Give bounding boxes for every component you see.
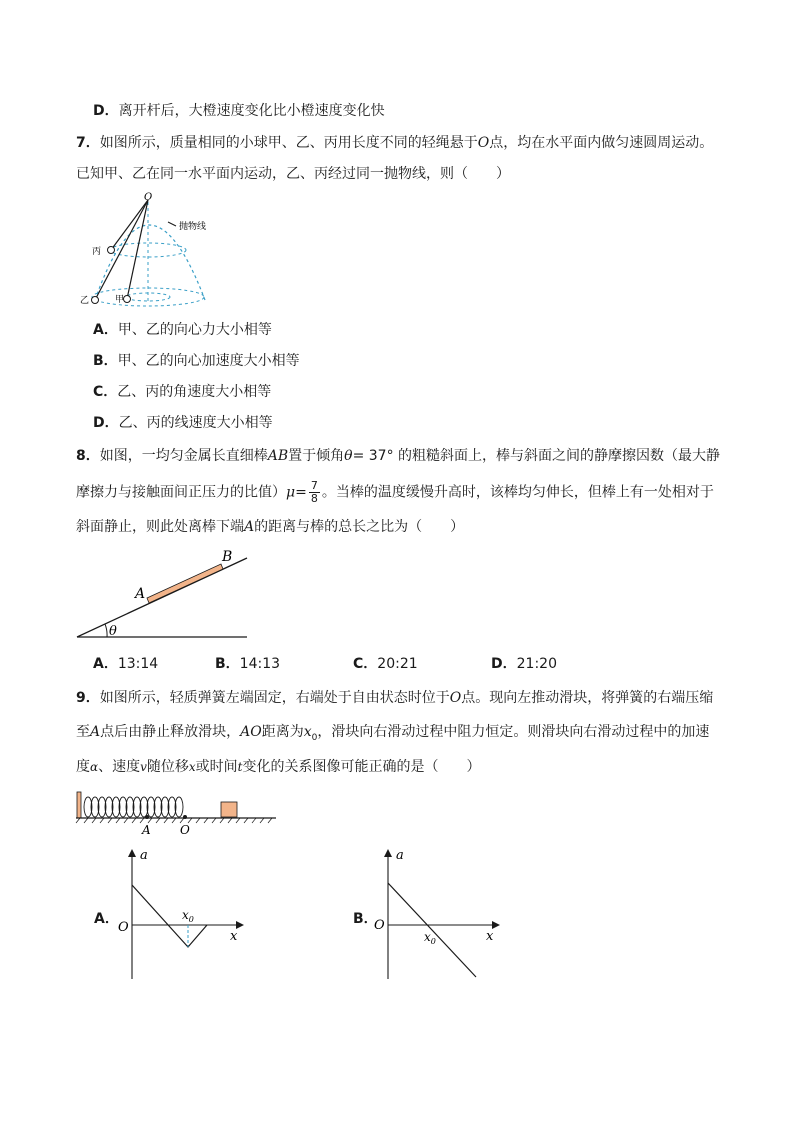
q9-x: x	[188, 760, 196, 774]
option-text: 乙、丙的线速度大小相等	[118, 415, 273, 431]
metal-rod	[147, 564, 223, 603]
q9-text: 变化的关系图像可能正确的是（ ）	[242, 759, 481, 775]
q8-theta: θ	[344, 448, 353, 464]
label-bing: 丙	[92, 247, 102, 257]
label-x-axis: x	[486, 929, 494, 944]
option-letter: D．	[93, 103, 119, 119]
ball-jia	[124, 296, 131, 303]
q7-option-b	[93, 351, 300, 371]
q8-option-a	[93, 654, 158, 674]
q9-x0: x	[303, 724, 312, 740]
label-a: A	[142, 823, 151, 836]
label-jia: 甲	[115, 295, 125, 305]
q9-stem-line1	[76, 688, 713, 708]
q9-text: 、速度	[98, 759, 141, 775]
q9-segment-ao: AO	[240, 724, 262, 740]
label-x0: $x_0$	[182, 908, 194, 924]
q8-option-c	[353, 654, 418, 674]
option-letter: A．	[93, 656, 118, 672]
label-x-axis: x	[230, 929, 238, 944]
q8-text: 如图，一均匀金属长直细棒	[99, 448, 268, 464]
graph-line	[132, 885, 207, 947]
q8-text: 的距离与棒的总长之比为（ ）	[254, 519, 465, 535]
spring-coils	[84, 797, 183, 817]
ball-yi	[92, 297, 99, 304]
option-letter: A．	[94, 911, 119, 927]
q8-option-b	[215, 654, 280, 674]
option-letter: A．	[93, 322, 118, 338]
fraction-denominator: 8	[310, 492, 318, 505]
q9-graph-a	[112, 845, 252, 985]
q9-text: 度	[76, 759, 90, 775]
q8-point-a: A	[244, 519, 255, 535]
x-arrow	[492, 921, 500, 929]
q8-text: 斜面静止，则此处离棒下端	[76, 519, 244, 535]
point-a-dot	[145, 815, 149, 819]
q7-stem-line2	[76, 164, 510, 184]
option-letter: B．	[93, 353, 118, 369]
label-yi: 乙	[80, 296, 90, 306]
x-arrow	[236, 921, 244, 929]
q8-rod-ab: AB	[267, 448, 289, 464]
q9-v: v	[140, 760, 147, 774]
q7-point-o: O	[477, 135, 490, 151]
y-arrow	[384, 849, 392, 857]
parabola-curve	[95, 225, 205, 300]
option-letter: D．	[93, 415, 119, 431]
option-letter: D．	[491, 656, 517, 672]
q9-spring-figure	[74, 790, 284, 836]
q9-point-a: A	[90, 724, 101, 740]
q7-option-d	[93, 413, 273, 433]
ball-bing	[108, 247, 115, 254]
label-origin: O	[374, 918, 385, 933]
q8-stem-line1	[76, 446, 720, 466]
q8-stem-line3	[76, 517, 464, 537]
q7-figure	[80, 190, 250, 310]
q8-text: 摩擦力与接触面间正压力的比值）	[76, 484, 286, 501]
question-number: 7．	[76, 135, 100, 151]
q8-option-d	[491, 654, 557, 674]
option-letter: C．	[353, 656, 378, 672]
option-text: 甲、乙的向心加速度大小相等	[117, 353, 300, 369]
q8-text: 置于倾角	[288, 448, 345, 464]
question-number: 8．	[76, 448, 100, 464]
q8-figure	[75, 545, 255, 645]
q7-option-a	[93, 320, 272, 340]
label-a-axis: a	[140, 848, 148, 863]
q7-stem-line1	[76, 133, 713, 153]
label-a: A	[135, 586, 146, 602]
q9-text: 随位移	[146, 759, 189, 775]
label-theta: θ	[109, 624, 117, 639]
option-letter: B．	[215, 656, 240, 672]
option-text: 21:20	[516, 656, 557, 672]
slider-block	[221, 802, 237, 817]
option-text: 14:13	[239, 656, 281, 672]
q8-equals: =	[295, 484, 307, 501]
q9-text: 如图所示，轻质弹簧左端固定，右端处于自由状态时位于	[99, 690, 450, 706]
q9-x0-sub: 0	[311, 732, 318, 743]
wall	[77, 792, 81, 818]
angle-arc	[105, 624, 107, 637]
q8-mu: μ	[286, 484, 296, 501]
q8-stem-line2	[76, 480, 714, 505]
option-text: 乙、丙的角速度大小相等	[117, 384, 272, 400]
q7-option-c	[93, 382, 271, 402]
q9-stem-line2	[76, 722, 709, 748]
floor-hatching	[76, 818, 272, 823]
label-parabola: 抛物线	[179, 222, 207, 232]
y-arrow	[128, 849, 136, 857]
option-text: 20:21	[377, 656, 418, 672]
option-text: 13:14	[117, 656, 159, 672]
option-text: 甲、乙的向心力大小相等	[117, 322, 272, 338]
q9-text: 点后由静止释放滑块，	[100, 724, 241, 740]
parabola-pointer	[168, 222, 176, 226]
graph-line	[388, 883, 476, 977]
fraction-numerator: 7	[310, 479, 318, 492]
label-x0: $x_0$	[424, 930, 436, 946]
label-b: B	[222, 549, 233, 565]
option-letter: C．	[93, 384, 118, 400]
q9-t: t	[237, 760, 243, 774]
q9-graph-b	[368, 845, 508, 985]
q9-text: 距离为	[261, 724, 304, 740]
q9-text: 至	[76, 724, 90, 740]
point-o-dot	[183, 815, 187, 819]
q9-text: ，滑块向右滑动过程中阻力恒定。则滑块向右滑动过程中的加速	[317, 724, 710, 740]
string-yi	[95, 200, 148, 300]
option-text: 离开杆后，大橙速度变化比小橙速度变化快	[118, 103, 385, 119]
question-number: 9．	[76, 690, 100, 706]
label-o: O	[180, 823, 190, 836]
q7-text: 点，均在水平面内做匀速圆周运动。	[489, 135, 714, 151]
q9-text: 点。现向左推动滑块，将弹簧的右端压缩	[461, 690, 714, 706]
q8-text: = 37° 的粗糙斜面上，棒与斜面之间的静摩擦因数（最大静	[352, 448, 721, 464]
q8-text: 。当棒的温度缓慢升高时，该棒均匀伸长，但棒上有一处相对于	[321, 484, 714, 501]
label-a-axis: a	[396, 848, 404, 863]
q6-option-d	[93, 101, 385, 121]
q9-point-o: O	[449, 690, 462, 706]
orbit-yi	[92, 288, 204, 306]
q9-text: 或时间	[195, 759, 238, 775]
q7-text: 已知甲、乙在同一水平面内运动，乙、丙经过同一抛物线，则（ ）	[76, 166, 510, 182]
q8-fraction	[309, 480, 320, 505]
label-origin: O	[118, 920, 129, 935]
q9-stem-line3	[76, 757, 481, 777]
option-letter: B．	[353, 911, 378, 927]
q7-text: 如图所示，质量相同的小球甲、乙、丙用长度不同的轻绳悬于	[99, 135, 478, 151]
q9-alpha: α	[90, 760, 99, 774]
label-o: O	[144, 192, 153, 203]
